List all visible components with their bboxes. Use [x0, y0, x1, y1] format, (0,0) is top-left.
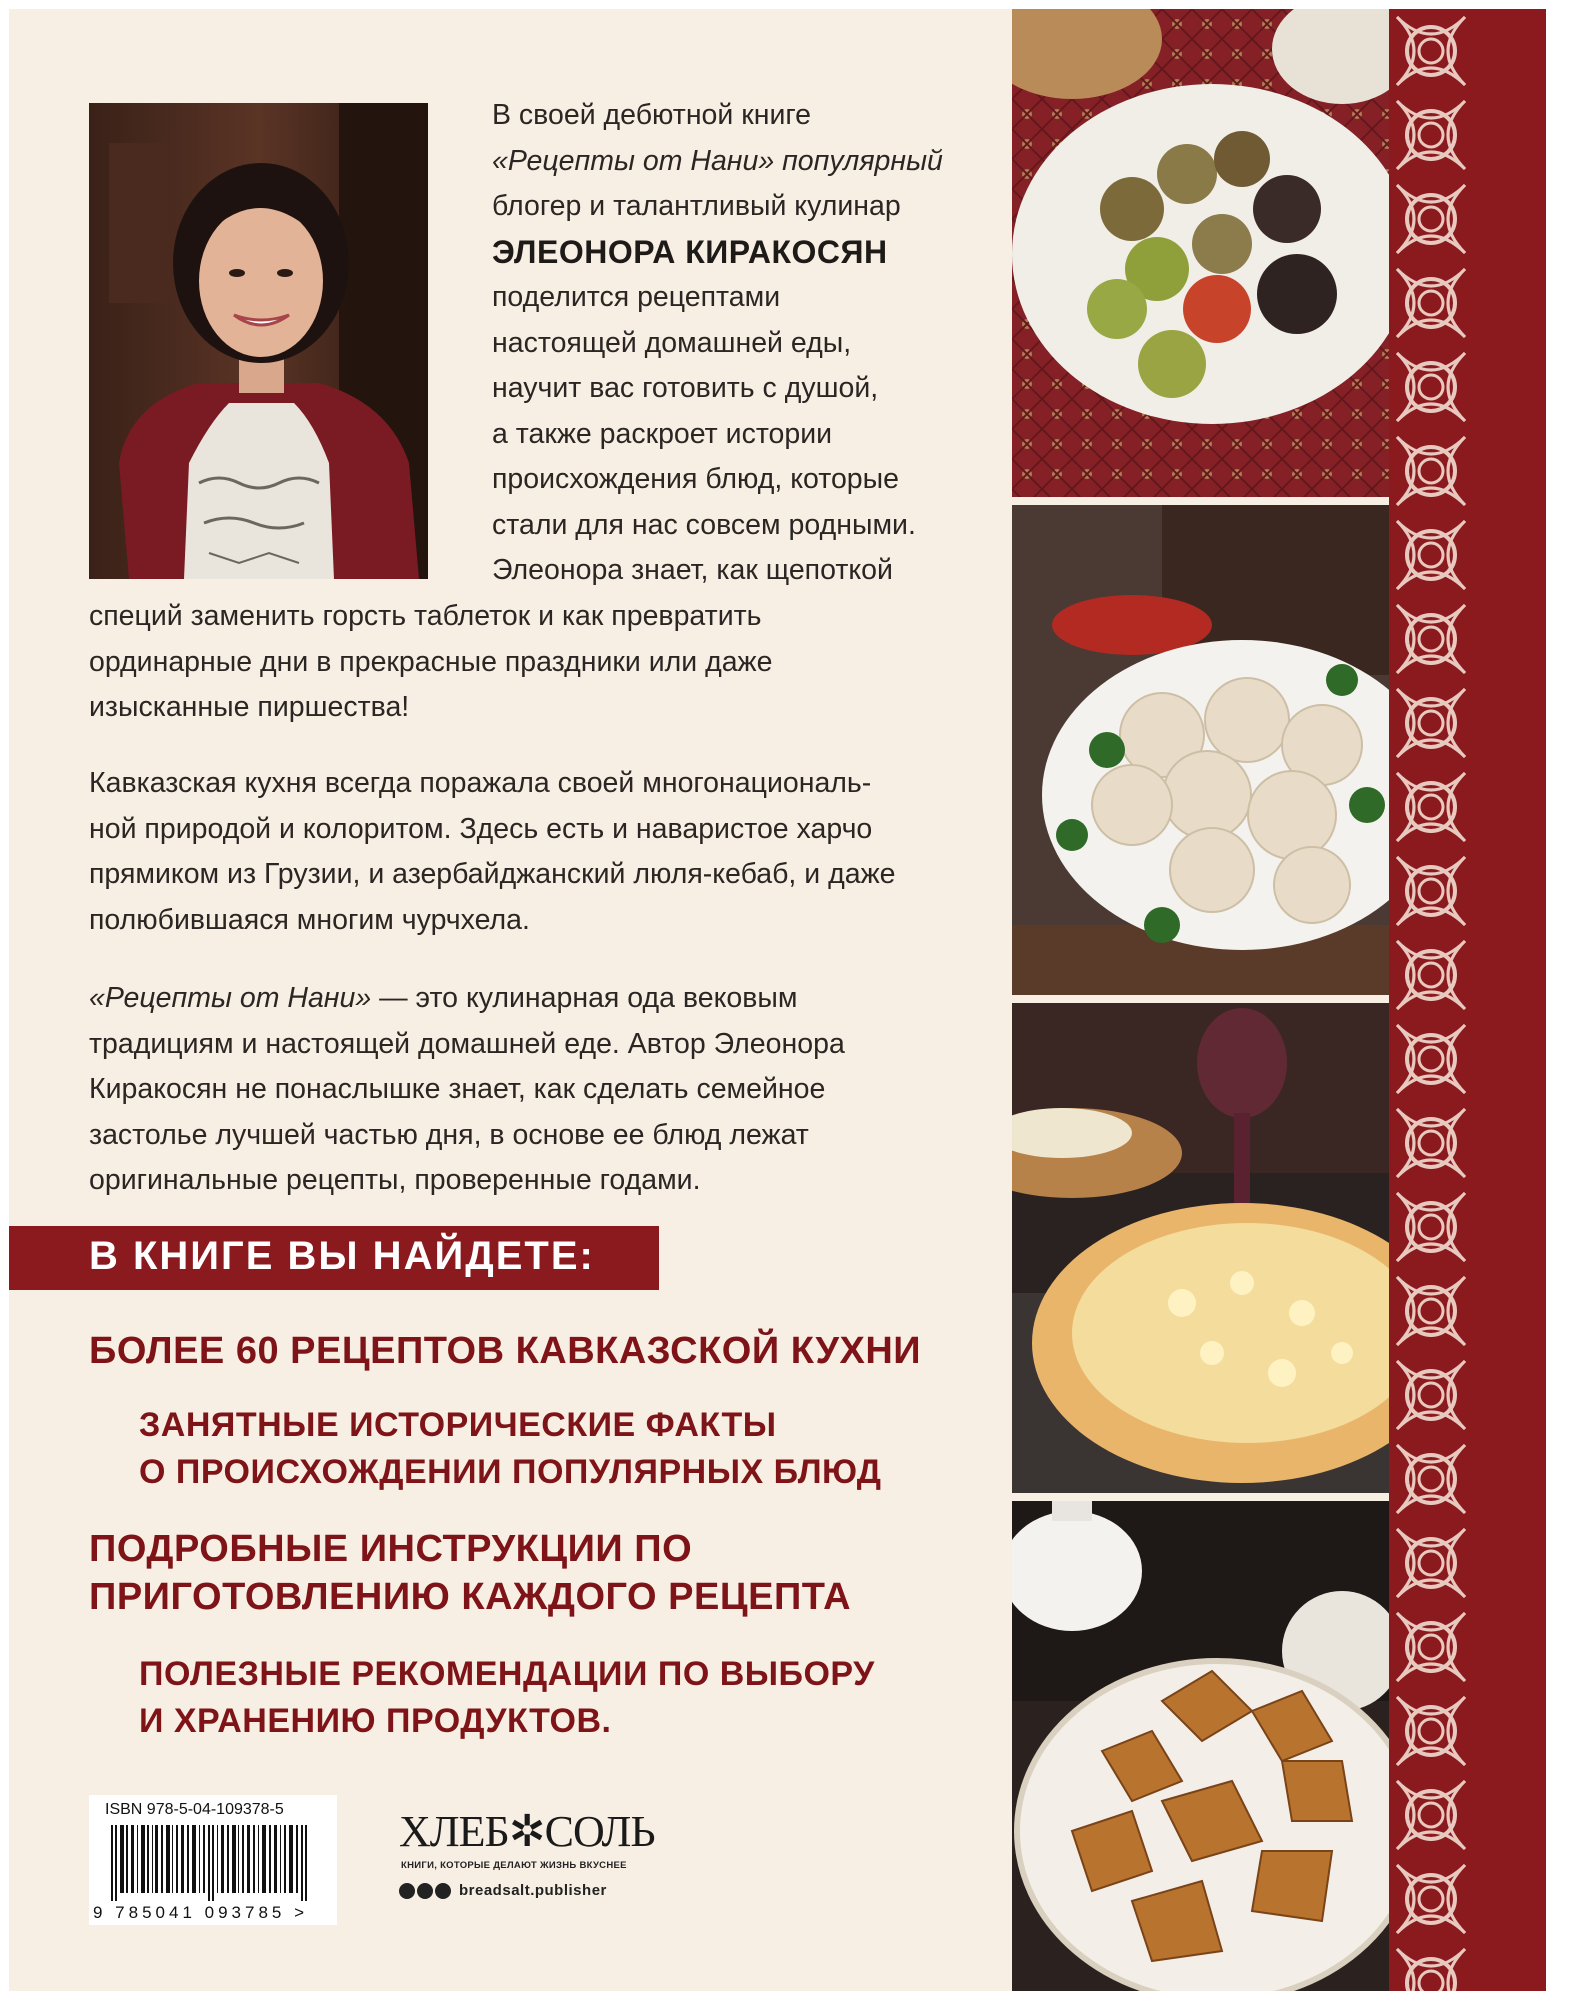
paragraph-line: полюбившаяся многим чурчхела.	[89, 903, 530, 936]
food-photo-dolma	[1012, 9, 1389, 497]
publisher-tagline: КНИГИ, КОТОРЫЕ ДЕЛАЮТ ЖИЗНЬ ВКУСНЕЕ	[401, 1860, 627, 1871]
feature-historical-facts-line1: ЗАНЯТНЫЕ ИСТОРИЧЕСКИЕ ФАКТЫ	[139, 1406, 777, 1444]
intro-continuation-line: изысканные пиршества!	[89, 691, 410, 723]
paragraph-line: традициям и настоящей домашней еде. Автор Элеонора	[89, 1027, 845, 1060]
paragraph-line-rest: — это кулинарная ода вековым	[371, 982, 798, 1014]
barcode-digits: 9 785041 093785 >	[93, 1903, 309, 1922]
intro-line-rest: популярный	[774, 144, 943, 177]
intro-continuation	[89, 594, 1009, 731]
author-photo	[89, 103, 428, 579]
intro-line: а также раскроет истории	[492, 417, 833, 450]
paragraph-line	[89, 976, 1009, 1022]
feature-recommendations-line1: ПОЛЕЗНЫЕ РЕКОМЕНДАЦИИ ПО ВЫБОРУ	[139, 1655, 875, 1693]
intro-line: В своей дебютной книге	[492, 99, 811, 131]
intro-line	[492, 139, 1012, 185]
isbn-barcode-box	[89, 1795, 337, 1925]
paragraph-line: прямиком из Грузии, и азербайджанский люля-кебаб, и даже	[89, 858, 896, 890]
intro-line: происхождения блюд, которые	[492, 463, 899, 495]
book-title-italic: «Рецепты от Нани»	[89, 982, 372, 1014]
intro-line-book-title: «Рецепты от Нани»	[492, 144, 775, 177]
intro-continuation-line: специй заменить горсть таблеток и как превратить	[89, 600, 762, 632]
isbn-label: ISBN 978-5-04-109378-5	[105, 1801, 284, 1818]
food-photo-khinkali	[1012, 505, 1389, 995]
publisher-social	[399, 1882, 607, 1904]
food-photo-pakhlava	[1012, 1501, 1389, 1991]
intro-continuation-line: ординарные дни в прекрасные праздники или даже	[89, 645, 773, 678]
intro-line: блогер и талантливый кулинар	[492, 190, 901, 222]
book-back-cover	[9, 9, 1546, 1991]
facebook-icon[interactable]	[399, 1883, 415, 1899]
barcode-icon	[111, 1825, 321, 1901]
intro-line: научит вас готовить с душой,	[492, 372, 879, 404]
intro-line: стали для нас совсем родными.	[492, 508, 916, 541]
paragraph-line: застолье лучшей частью дня, в основе ее блюд лежат	[89, 1118, 809, 1151]
intro-line: Элеонора знает, как щепоткой	[492, 554, 893, 586]
intro-text	[492, 93, 1012, 594]
feature-historical-facts-line2: О ПРОИСХОЖДЕНИИ ПОПУЛЯРНЫХ БЛЮД	[139, 1453, 882, 1491]
feature-recipes-count: БОЛЕЕ 60 РЕЦЕПТОВ КАВКАЗСКОЙ КУХНИ	[89, 1330, 922, 1372]
paragraph-line: Киракосян не понаслышке знает, как сделать семейное	[89, 1073, 826, 1105]
feature-recommendations-line2: И ХРАНЕНИЮ ПРОДУКТОВ.	[139, 1702, 612, 1740]
food-photo-khachapuri	[1012, 1003, 1389, 1493]
feature-instructions-line2: ПРИГОТОВЛЕНИЮ КАЖДОГО РЕЦЕПТА	[89, 1576, 852, 1618]
section-banner-label: В КНИГЕ ВЫ НАЙДЕТЕ:	[89, 1234, 595, 1278]
publisher-logo	[399, 1806, 659, 1916]
section-banner	[9, 1226, 659, 1290]
paragraph-about	[89, 976, 1009, 1204]
paragraph-line: ной природой и колоритом. Здесь есть и наваристое харчо	[89, 812, 873, 845]
publisher-handle[interactable]: breadsalt.publisher	[459, 1882, 607, 1900]
paragraph-cuisine	[89, 761, 1009, 943]
paragraph-line: Кавказская кухня всегда поражала своей многонациональ-	[89, 767, 872, 799]
intro-line: настоящей домашней еды,	[492, 326, 852, 359]
celtic-knot-ornament	[1389, 9, 1473, 1991]
intro-line: поделится рецептами	[492, 281, 781, 313]
paragraph-line: оригинальные рецепты, проверенные годами.	[89, 1164, 701, 1196]
feature-instructions-line1: ПОДРОБНЫЕ ИНСТРУКЦИИ ПО	[89, 1528, 693, 1570]
author-name: ЭЛЕОНОРА КИРАКОСЯН	[492, 233, 888, 270]
vk-icon[interactable]	[417, 1883, 433, 1899]
instagram-icon[interactable]	[435, 1883, 451, 1899]
publisher-name: ХЛЕБ✲СОЛЬ	[399, 1807, 655, 1856]
